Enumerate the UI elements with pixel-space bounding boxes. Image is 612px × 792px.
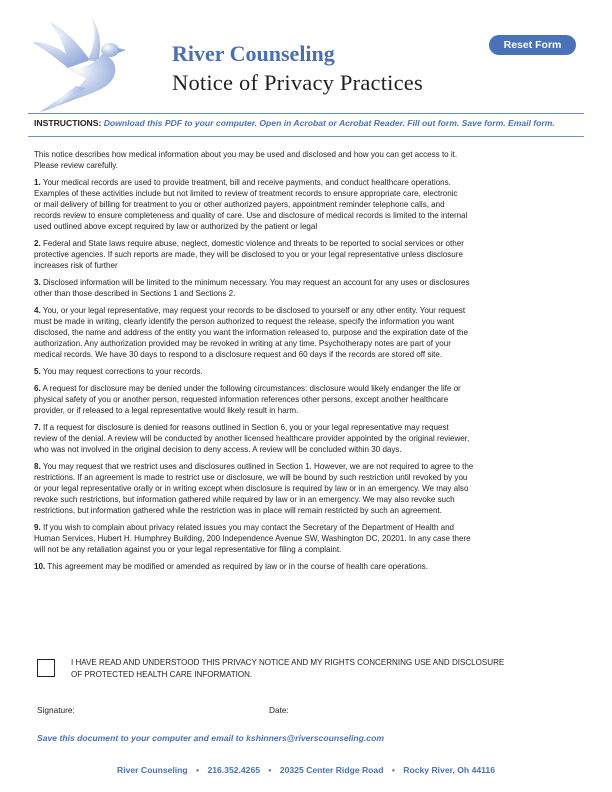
section-text: used outlined above except required by law or authorized by the patient or legal [34,221,318,231]
footer-address: 20325 Center Ridge Road [279,765,384,775]
section-number: 10. [34,562,46,572]
section-line [34,278,579,289]
section-text: You may request corrections to your records. [42,367,203,377]
section-text: You, or your legal representative, may request your records to be disclosed to yourself or any other entity. Your request [42,306,466,316]
section-line [34,534,579,545]
section-line [34,562,579,573]
section-text: physical safety of you or another person, requested information references other persons, except another healthcare [34,395,449,405]
section-text: or mail delivery of billing for treatment to you or other authorized payers, appointment reminder telephone calls, and [34,200,445,209]
section-number: 4. [34,306,41,316]
section-line [34,350,579,361]
instructions [34,118,594,128]
section-line [34,317,579,328]
section-text: Examples of these activities include but not limited to review of treatment records to ensure appropriate care, electronic [34,189,458,199]
section-text: Federal and State laws require abuse, neglect, domestic violence and threats to be reported to social services or other [42,239,464,249]
instructions-text: Download this PDF to your computer. Open in Acrobat or Acrobat Reader. Fill out form. Save form. Email form. [103,118,555,128]
section-text: disclosed, the name and address of the entity you want the information released to, purpose and the expiration date of the [34,328,468,338]
section-text: Human Services, Hubert H. Humphrey Building, 200 Independence Avenue SW, Washington DC, 20201. In any case there [34,534,471,544]
intro-line: This notice describes how medical information about you may be used and disclosed and how you can get access to it. [34,150,458,159]
footer-phone: 216.352.4265 [207,765,261,775]
section-text: increases risk of further [34,260,118,270]
section-paragraph [34,384,579,417]
section-text: revoke such restrictions, but information gathered while required by law or in an emergency. We may also revoke such [34,495,455,505]
section-text: will not be any retaliation against you or your legal representative for filing a complaint. [34,545,342,555]
section-number: 5. [34,367,41,377]
section-line [34,445,579,456]
section-paragraph [34,278,579,300]
section-text: restrictions. If an agreement is made to restrict use or disclosure, we will be bound by such restriction until revoked by you [34,473,468,483]
section-line [34,261,579,272]
section-line [34,495,579,506]
section-line [34,189,579,200]
date-label: Date: [269,705,289,715]
section-line [34,200,579,211]
section-line [34,289,579,300]
section-paragraph [34,462,579,517]
section-number: 6. [34,384,41,394]
section-number: 7. [34,423,41,433]
section-text: Disclosed information will be limited to the minimum necessary. You may request an account for any uses or disclosures [42,278,470,288]
section-line [34,178,579,189]
intro-paragraph [34,150,579,172]
section-text: who was not involved in the original decision to deny access. A review will be concluded within 30 days. [34,445,402,455]
section-paragraph [34,306,579,361]
section-text: restrictions, but information gathered while the restriction was in place will remain restricted by such an agreement. [34,506,442,516]
section-text: If you wish to complain about privacy related issues you may contact the Secretary of the Department of Health and [42,523,455,533]
instructions-label: INSTRUCTIONS: [34,118,102,128]
section-text: or your legal representative orally or in writing except when disclosure is required by law or in an emergency. We may also [34,484,469,494]
section-line [34,339,579,350]
footer-separator: • [391,765,395,775]
footer-separator: • [268,765,272,775]
acknowledgement-text [71,657,504,681]
section-paragraph [34,178,579,233]
section-text: protective agencies. If such reports are made, they will be disclosed to you or your legal representative unless disclosure [34,250,463,259]
section-text: other than those described in Sections 1 and Sections 2. [34,289,236,299]
org-name: River Counseling [172,41,335,66]
acknowledgement-checkbox[interactable] [37,659,55,677]
section-text: review of the denial. A review will be conducted by another licensed healthcare provider appointed by the original reviewer, [34,434,470,444]
signature-field[interactable] [84,702,254,716]
section-text: If a request for disclosure is denied for reasons outlined in Section 6, you or your legal representative may request [42,423,449,433]
section-number: 3. [34,278,41,288]
section-line [34,395,579,406]
section-line [34,250,579,261]
footer-separator: • [196,765,200,775]
section-text: must be made in writing, clearly identify the person authorized to request the release, specify the information you want [34,317,455,327]
section-line [34,545,579,556]
intro-line: Please review carefully. [34,160,118,170]
section-paragraph [34,562,579,573]
section-paragraph [34,423,579,456]
section-line [34,473,579,484]
section-line [34,406,579,417]
section-line [34,384,579,395]
date-field[interactable] [293,702,443,716]
section-number: 9. [34,523,41,533]
divider-bottom [28,136,584,137]
section-line [34,211,579,222]
section-text: authorization. Any authorization provided may be revoked in writing at any time. Psychotherapy notes are part of your [34,339,451,349]
dove-logo-icon [28,14,148,114]
section-line [34,222,579,233]
divider-top [28,113,584,114]
save-email-note: Save this document to your computer and email to kshinners@riverscounseling.com [37,733,384,743]
section-line [34,506,579,517]
section-number: 1. [34,178,41,188]
section-text: A request for disclosure may be denied under the following circumstances: disclosure would likely endanger the life or [42,384,461,394]
notice-body [34,150,579,580]
section-text: provider, or if released to a legal representative would likely result in harm. [34,406,299,416]
section-line [34,367,579,378]
section-text: records review to ensure completeness and quality of care. Use and disclosure of medical records is limited to the internal [34,210,468,220]
section-text: This agreement may be modified or amended as required by law or in the course of health care operations. [47,562,428,572]
document-title: Notice of Privacy Practices [172,70,423,95]
section-paragraph [34,523,579,556]
section-line [34,523,579,534]
section-text: medical records. We have 30 days to respond to a disclosure request and 60 days if the records are stored off site. [34,350,443,359]
section-line [34,462,579,473]
acknowledgement-line: I HAVE READ AND UNDERSTOOD THIS PRIVACY NOTICE AND MY RIGHTS CONCERNING USE AND DISCLOSURE [71,658,505,667]
reset-form-button[interactable]: Reset Form [489,35,576,55]
section-line [34,423,579,434]
section-line [34,434,579,445]
acknowledgement-line: OF PROTECTED HEALTH CARE INFORMATION. [71,670,253,679]
sections-list [34,178,579,573]
section-text: Your medical records are used to provide treatment, bill and receive payments, and conduct healthcare operations. [42,178,451,188]
section-paragraph [34,367,579,378]
section-number: 8. [34,462,41,472]
section-line [34,306,579,317]
section-line [34,484,579,495]
section-number: 2. [34,239,41,249]
section-line [34,328,579,339]
footer-contact [0,765,612,775]
footer-org-name: River Counseling [116,765,188,775]
footer-city: Rocky River, Oh 44116 [403,765,495,775]
signature-label: Signature: [37,705,75,715]
section-paragraph [34,239,579,272]
section-line [34,239,579,250]
section-text: You may request that we restrict uses and disclosures outlined in Section 1. However, we are not required to agree to the [42,462,474,472]
